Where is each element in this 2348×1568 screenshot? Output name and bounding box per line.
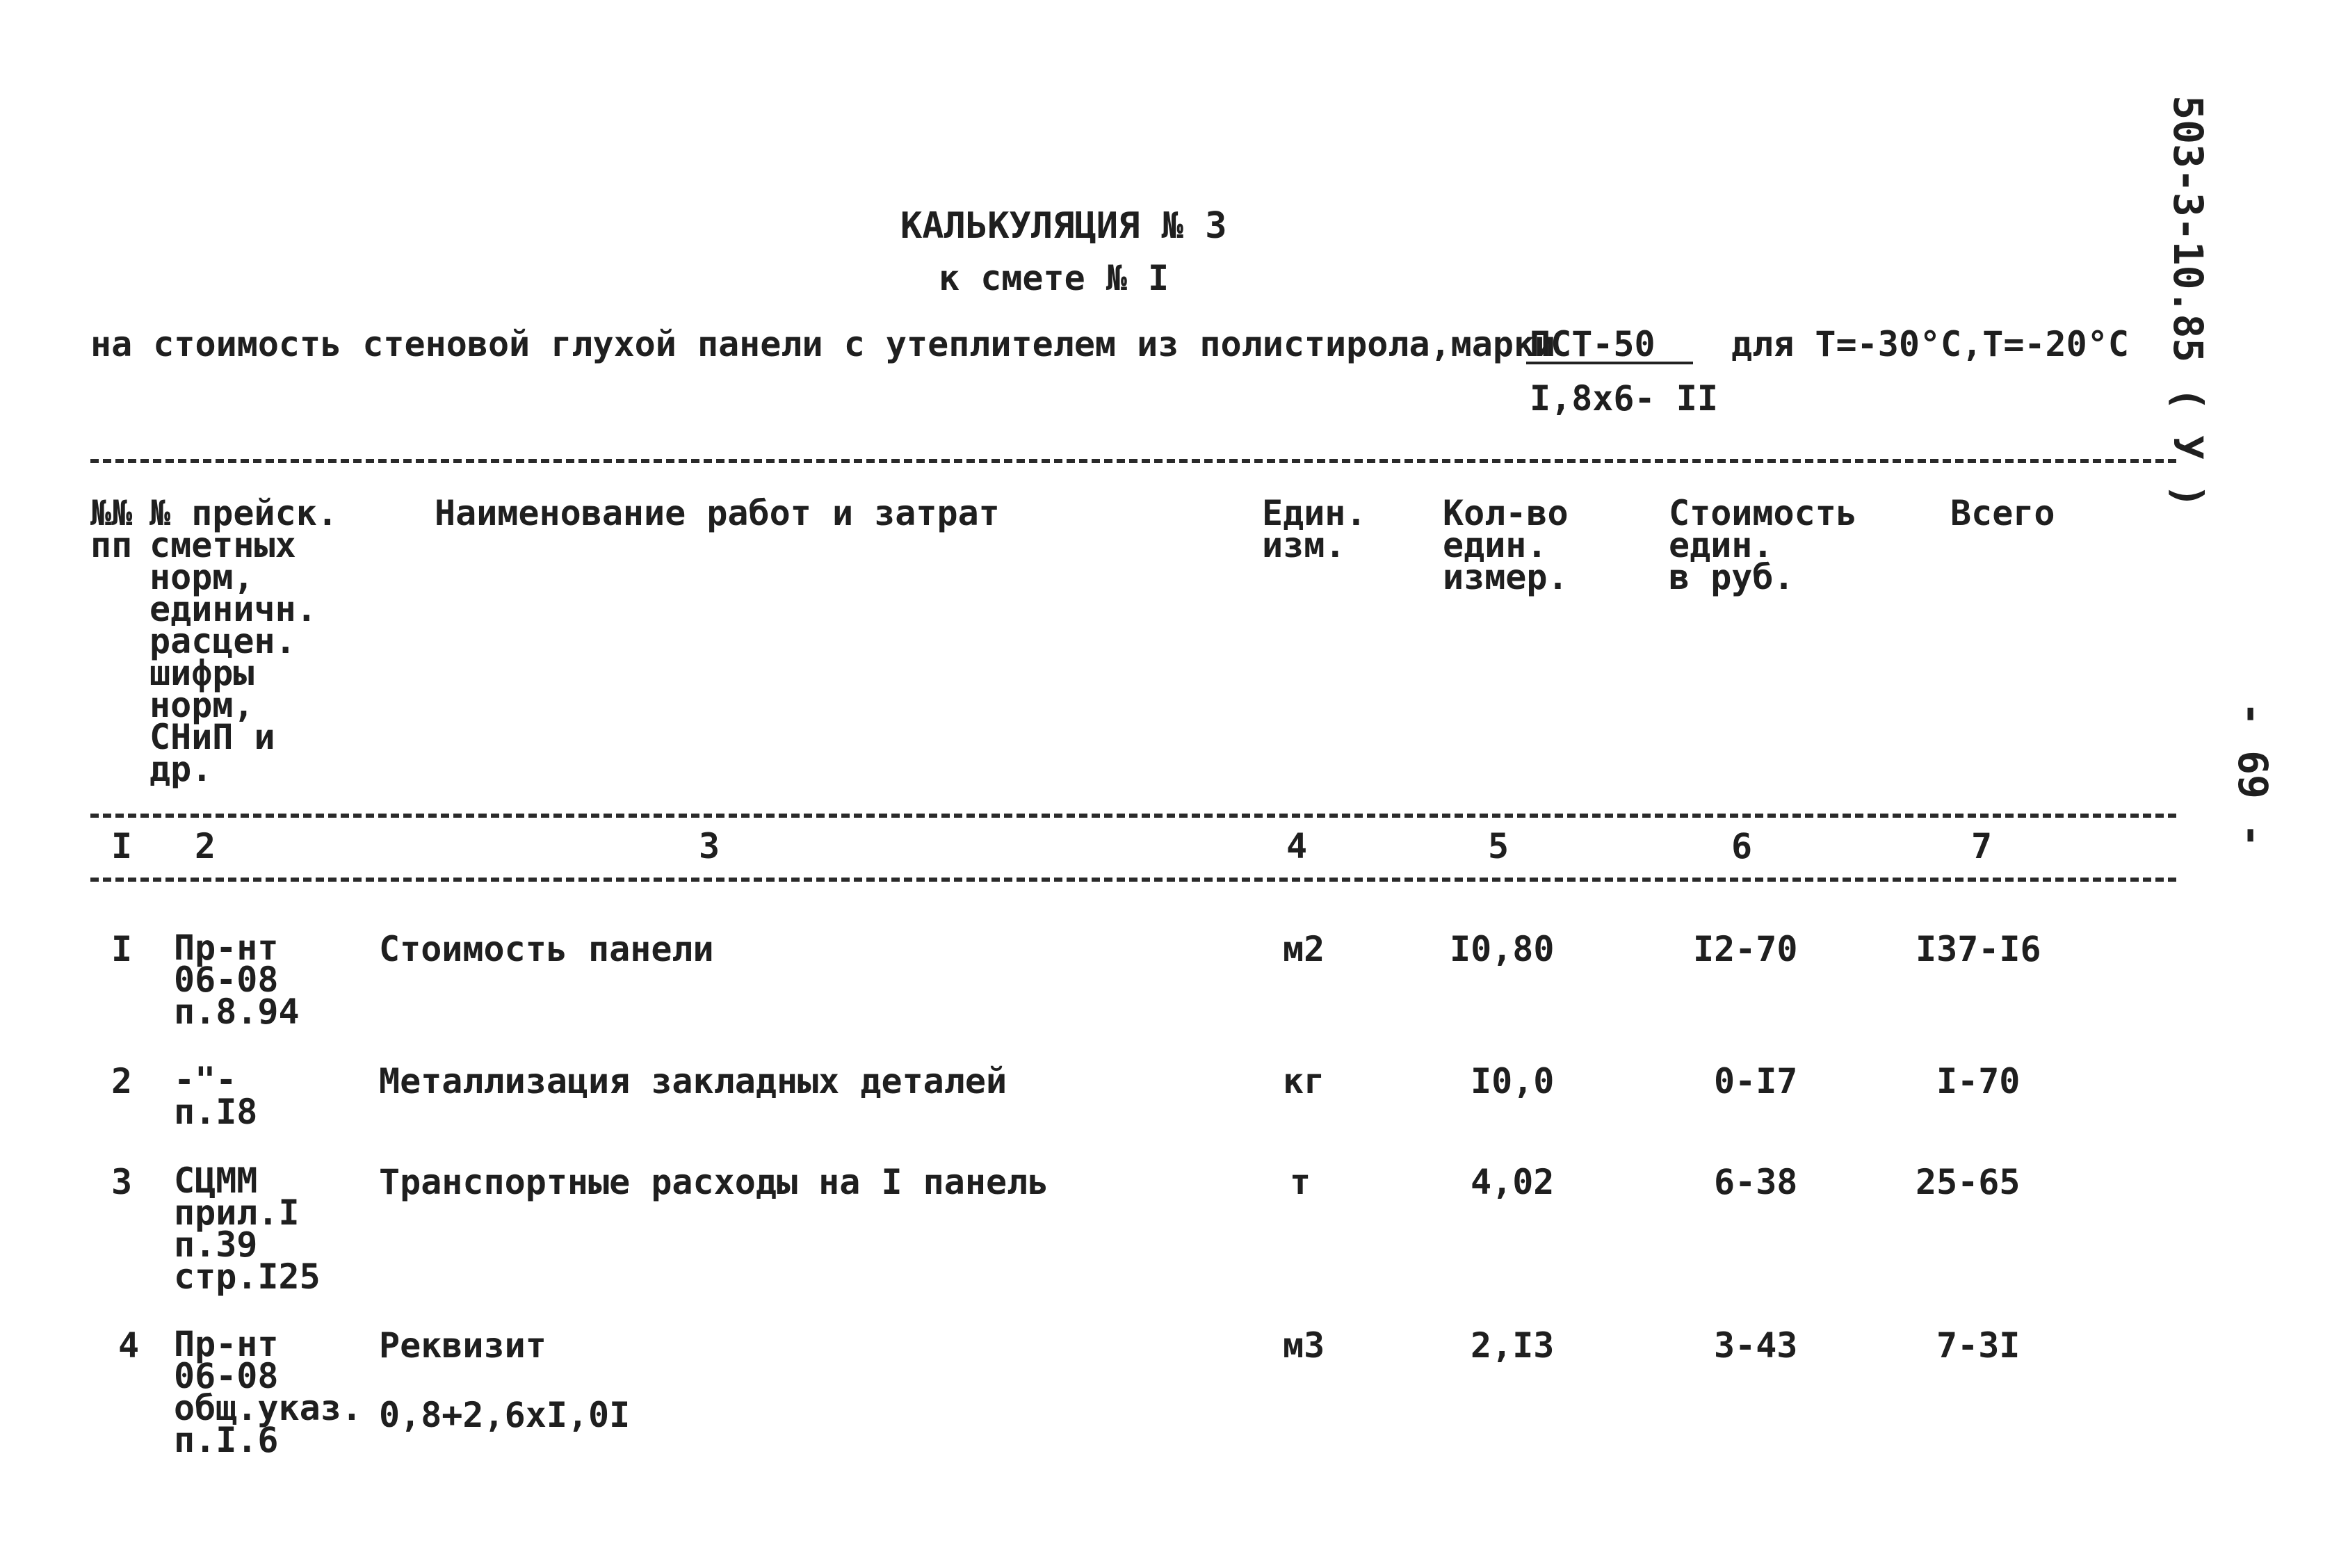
row-total: I37-I6: [1916, 929, 2041, 969]
column-number-5: 5: [1488, 826, 1509, 866]
header-bottom-rule: [90, 814, 2176, 818]
row-code: -"- п.I8: [174, 1060, 258, 1132]
row-price: 3-43: [1714, 1325, 1798, 1366]
row-qty: I0,0: [1471, 1061, 1555, 1101]
col-header-code: № прейск. сметных норм, единичн. расцен. шифры норм, СНиП и др.: [149, 493, 338, 789]
row-total: 7-3I: [1936, 1325, 2021, 1366]
document-subtitle: к смете № I: [939, 258, 1169, 298]
row-qty: 2,I3: [1471, 1325, 1555, 1366]
row-unit: кг: [1283, 1061, 1325, 1101]
col-header-qty: Кол-во един. измер.: [1443, 493, 1569, 597]
row-number: 4: [118, 1325, 140, 1366]
row-code: СЦММ прил.I п.39 стр.I25: [174, 1161, 321, 1297]
row-price: I2-70: [1693, 929, 1798, 969]
page-number: - 69 -: [2228, 702, 2276, 848]
col-header-total: Всего: [1950, 493, 2055, 533]
description-suffix: для Т=-30°С,Т=-20°С: [1731, 324, 2129, 364]
column-number-1: I: [111, 826, 133, 866]
row-total: I-70: [1936, 1061, 2021, 1101]
numbers-bottom-rule: [90, 878, 2176, 882]
column-number-4: 4: [1286, 826, 1308, 866]
row-price: 0-I7: [1714, 1061, 1798, 1101]
document-title: КАЛЬКУЛЯЦИЯ № 3: [900, 205, 1227, 247]
row-name: Стоимость панели: [379, 929, 714, 969]
column-number-7: 7: [1971, 826, 1993, 866]
row-name: Реквизит: [379, 1325, 546, 1366]
row-name-extra: 0,8+2,6xI,0I: [379, 1395, 631, 1435]
row-price: 6-38: [1714, 1162, 1798, 1202]
table-top-rule: [90, 459, 2176, 463]
row-code: Пр-нт 06-08 п.8.94: [174, 928, 300, 1032]
row-number: I: [111, 929, 133, 969]
row-name: Транспортные расходы на I панель: [379, 1162, 1049, 1202]
row-unit: т: [1290, 1162, 1311, 1202]
column-number-3: 3: [699, 826, 720, 866]
row-code: Пр-нт 06-08 общ.указ. п.I.6: [174, 1324, 362, 1460]
row-unit: м3: [1283, 1325, 1325, 1366]
col-header-number: №№ пп: [90, 493, 133, 565]
col-header-unit: Един. изм.: [1262, 493, 1367, 565]
col-header-name: Наименование работ и затрат: [435, 493, 1000, 533]
document-code: 503-3-10.85 ( У ): [2164, 95, 2212, 508]
row-number: 3: [111, 1162, 133, 1202]
description-prefix: на стоимость стеновой глухой панели с утеплителем из полистирола,марки: [90, 324, 1556, 364]
mark-denominator: I,8x6- II: [1530, 378, 1718, 419]
mark-underline: [1526, 362, 1693, 364]
row-qty: I0,80: [1450, 929, 1555, 969]
column-number-6: 6: [1731, 826, 1753, 866]
row-name: Металлизация закладных деталей: [379, 1061, 1007, 1101]
col-header-price: Стоимость един. в руб.: [1669, 493, 1857, 597]
row-unit: м2: [1283, 929, 1325, 969]
panel-mark: ПСТ-50: [1530, 324, 1655, 364]
row-total: 25-65: [1916, 1162, 2021, 1202]
row-number: 2: [111, 1061, 133, 1101]
column-number-2: 2: [195, 826, 216, 866]
row-qty: 4,02: [1471, 1162, 1555, 1202]
